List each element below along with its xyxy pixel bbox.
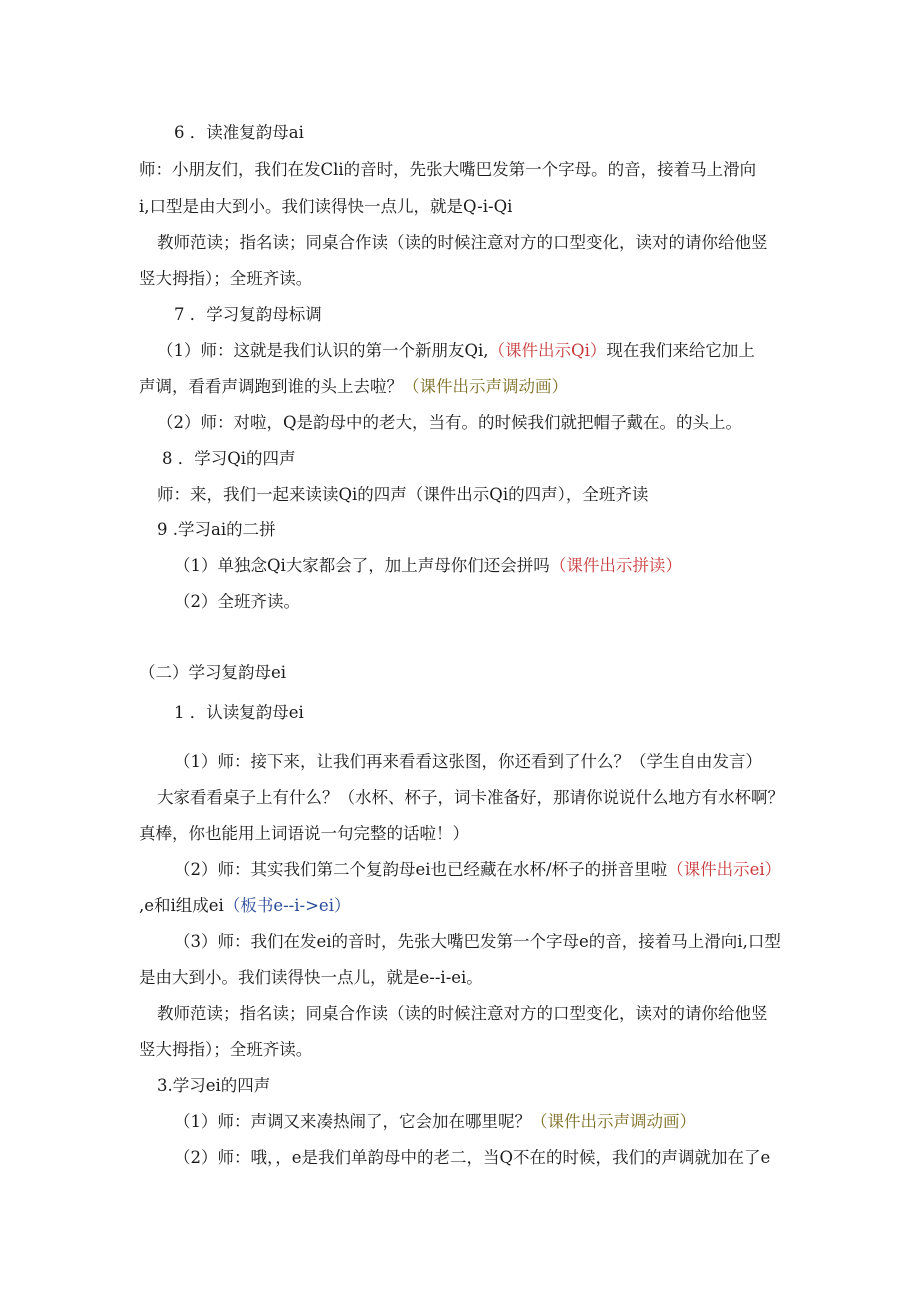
paragraph-line: 竖大拇指）；全班齐读。	[139, 269, 313, 288]
line-text: （1）师：这就是我们认识的第一个新朋友Qi,	[157, 341, 489, 360]
paragraph-line: （3）师：我们在发ei的音时，先张大嘴巴发第一个字母e的音，接着马上滑向i,口型	[174, 932, 781, 951]
paragraph-line	[139, 376, 568, 398]
heading-1: 1 ．认读复韵母ei	[174, 703, 304, 722]
paragraph-line	[139, 895, 350, 917]
section-heading: （二）学习复韵母ei	[139, 663, 287, 682]
paragraph-line	[174, 859, 781, 881]
heading-7: 7 ．学习复韵母标调	[174, 305, 322, 324]
paragraph-line: 教师范读；指名读；同桌合作读（读的时候注意对方的口型变化，读对的请你给他竖	[157, 1004, 768, 1023]
paragraph-line: i,口型是由大到小。我们读得快一点儿，就是Q-i-Qi	[139, 197, 513, 216]
courseware-note: （课件出示拼读）	[549, 556, 682, 575]
line-text: 现在我们来给它加上	[606, 341, 755, 360]
paragraph-line: 师：小朋友们，我们在发Cli的音时，先张大嘴巴发第一个字母。的音，接着马上滑向	[139, 160, 757, 179]
paragraph-line	[174, 1111, 696, 1133]
paragraph-line: 大家看看桌子上有什么？（水杯、杯子，词卡准备好，那请你说说什么地方有水杯啊？	[157, 788, 784, 807]
line-text: （1）师：声调又来凑热闹了，它会加在哪里呢？	[174, 1112, 531, 1131]
paragraph-line: （2）师：对啦，Q是韵母中的老大，当有。的时候我们就把帽子戴在。的头上。	[157, 413, 743, 432]
paragraph-line: 是由大到小。我们读得快一点儿，就是e--i-ei。	[139, 968, 483, 987]
courseware-note: （课件出示ei）	[667, 860, 782, 879]
paragraph-line	[174, 555, 682, 577]
heading-8: 8 ．学习Qi的四声	[162, 449, 296, 468]
paragraph-line: 竖大拇指）；全班齐读。	[139, 1040, 313, 1059]
line-text: 声调，看看声调跑到谁的头上去啦？	[139, 377, 403, 396]
heading-6: 6 ．读准复韵母ai	[174, 123, 304, 142]
paragraph-line: （1）师：接下来，让我们再来看看这张图，你还看到了什么？（学生自由发言）	[174, 752, 762, 771]
heading-9: 9 .学习ai的二拼	[157, 520, 276, 539]
courseware-note: （课件出示Qi）	[488, 341, 607, 360]
paragraph-line	[157, 340, 755, 362]
paragraph-line: 教师范读；指名读；同桌合作读（读的时候注意对方的口型变化，读对的请你给他竖	[157, 233, 768, 252]
courseware-note: （课件出示声调动画）	[531, 1112, 696, 1131]
line-text: （1）单独念Qi大家都会了，加上声母你们还会拼吗	[174, 556, 550, 575]
paragraph-line: 师：来，我们一起来读读Qi的四声（课件出示Qi的四声），全班齐读	[157, 485, 649, 504]
paragraph-line: （2）全班齐读。	[174, 592, 300, 611]
paragraph-line: 真棒，你也能用上词语说一句完整的话啦！）	[139, 824, 469, 843]
heading-3: 3.学习ei的四声	[157, 1076, 271, 1095]
blackboard-note: （板书e--i->ei）	[223, 896, 351, 915]
courseware-note: （课件出示声调动画）	[403, 377, 568, 396]
paragraph-line: （2）师：哦，，e是我们单韵母中的老二，当Q不在的时候，我们的声调就加在了e	[174, 1148, 771, 1167]
line-text: ,e和i组成ei	[139, 896, 224, 915]
line-text: （2）师：其实我们第二个复韵母ei也已经藏在水杯/杯子的拼音里啦	[174, 860, 668, 879]
